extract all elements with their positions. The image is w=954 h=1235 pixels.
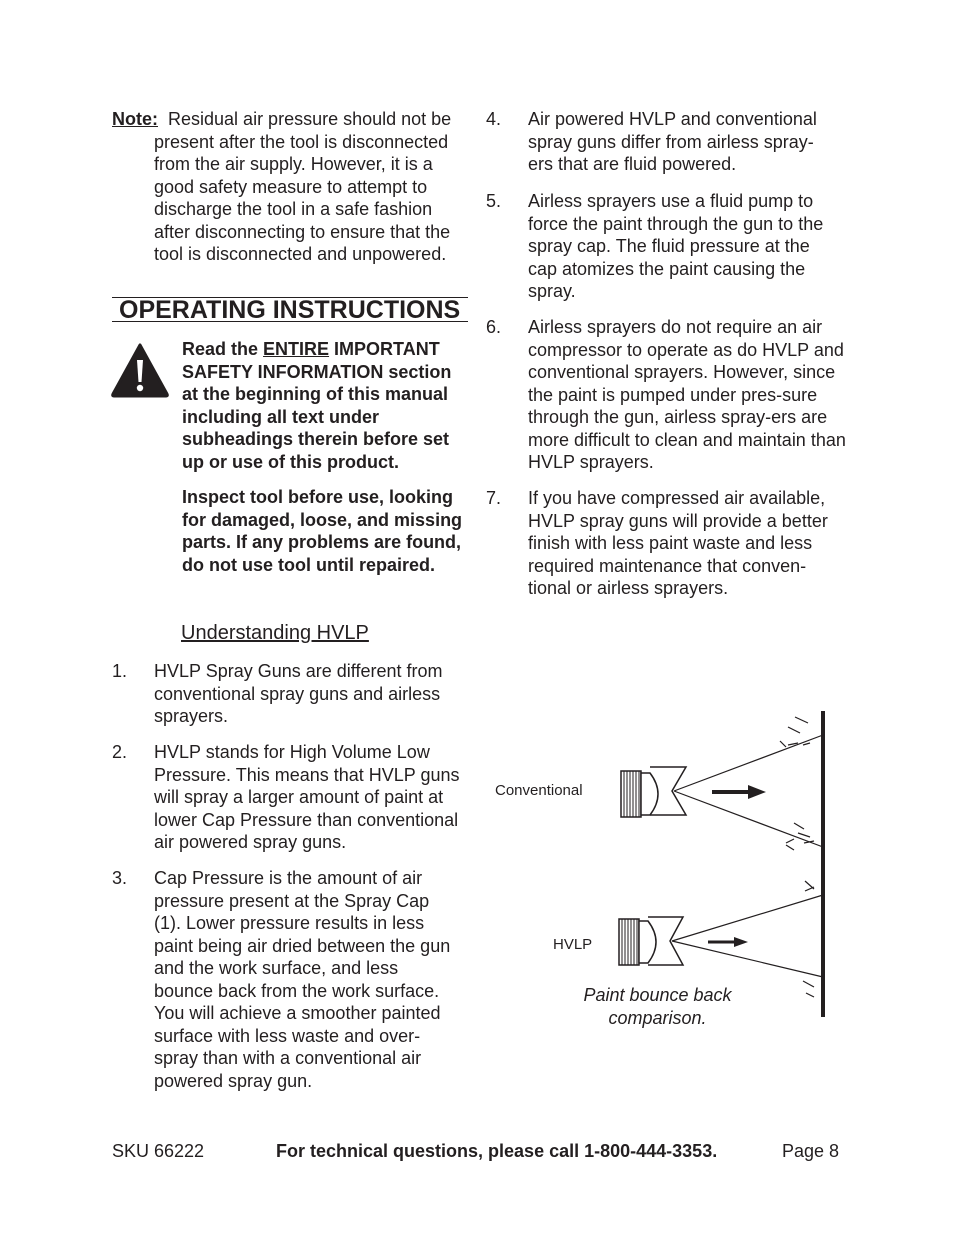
footer-sku: SKU 66222 [112, 1141, 205, 1161]
item-7-number: 7. [486, 488, 502, 508]
item-6-text: Airless sprayers do not require an air compressor to operate as do HVLP and conventional sprayers. However, since the paint is pumped under pres-sure through the gun, airless spray-ers are more difficult to clean and maintain than HVLP sprayers. [528, 317, 846, 472]
figure-label-hvlp: HVLP [553, 936, 593, 953]
note-first-line-text: Residual air pressure should not be [168, 109, 452, 129]
inspect-warning: Inspect tool before use, looking for damaged, loose, and missing parts. If any problems are found, do not use tool until repaired. [182, 487, 463, 575]
warning-text-start: Read the [182, 339, 264, 359]
item-4-number: 4. [486, 109, 502, 129]
item-6-number: 6. [486, 317, 502, 337]
conventional-gun [621, 717, 823, 850]
note-text: present after the tool is disconnected from the air supply. However, it is a good safety measure to attempt to discharge the tool in a safe fashion after disconnecting to ensure that the tool is disconnected and unpowered. [154, 131, 451, 264]
section-title-rule-top [112, 297, 468, 298]
subheading-understanding-hvlp: Understanding HVLP [181, 622, 369, 644]
section-title-rule-bottom [112, 321, 468, 322]
warning-entire: ENTIRE [263, 339, 330, 359]
note-first-line [112, 108, 467, 131]
item-1-number: 1. [112, 661, 128, 681]
item-7-text: If you have compressed air available, HVLP spray guns will provide a better finish with less paint waste and less required maintenance that conven-tional or airless sprayers. [528, 488, 828, 598]
footer-tech-support: For technical questions, please call 1-800-444-3353. [276, 1141, 718, 1161]
item-4-text: Air powered HVLP and conventional spray guns differ from airless spray-ers that are fluid powered. [528, 109, 817, 174]
item-3-text: Cap Pressure is the amount of air pressure present at the Spray Cap (1). Lower pressure results in less paint being air dried between the gun and the work surface, and less bounce back from the work surface. You will achieve a smoother painted surface with less waste and over-spray than with a conventional air powered spray gun. [154, 868, 451, 1091]
figure-label-conventional: Conventional [495, 782, 583, 799]
section-title: OPERATING INSTRUCTIONS [119, 296, 461, 324]
item-2-number: 2. [112, 742, 128, 762]
item-2-text: HVLP stands for High Volume Low Pressure. This means that HVLP guns will spray a larger amount of paint at lower Cap Pressure than conventional air powered spray guns. [154, 742, 460, 852]
warning-text-rest: IMPORTANT SAFETY INFORMATION section at the beginning of this manual including all text under subheadings therein before set up or use of this product. [182, 339, 452, 472]
item-5-text: Airless sprayers use a fluid pump to force the paint through the gun to the spray cap. The fluid pressure at the cap atomizes the paint causing the spray. [528, 191, 824, 301]
note-block [112, 108, 467, 266]
item-5-number: 5. [486, 191, 502, 211]
item-1-text: HVLP Spray Guns are different from conventional spray guns and airless sprayers. [154, 661, 443, 726]
figure-caption: Paint bounce back comparison. [583, 985, 732, 1028]
warning-icon [110, 342, 170, 398]
safety-warning [182, 338, 472, 473]
item-3-number: 3. [112, 868, 128, 888]
hvlp-gun [619, 881, 823, 997]
footer-page-number: Page 8 [782, 1141, 840, 1161]
paint-bounce-diagram [600, 705, 840, 1025]
note-label: Note: [112, 109, 158, 129]
